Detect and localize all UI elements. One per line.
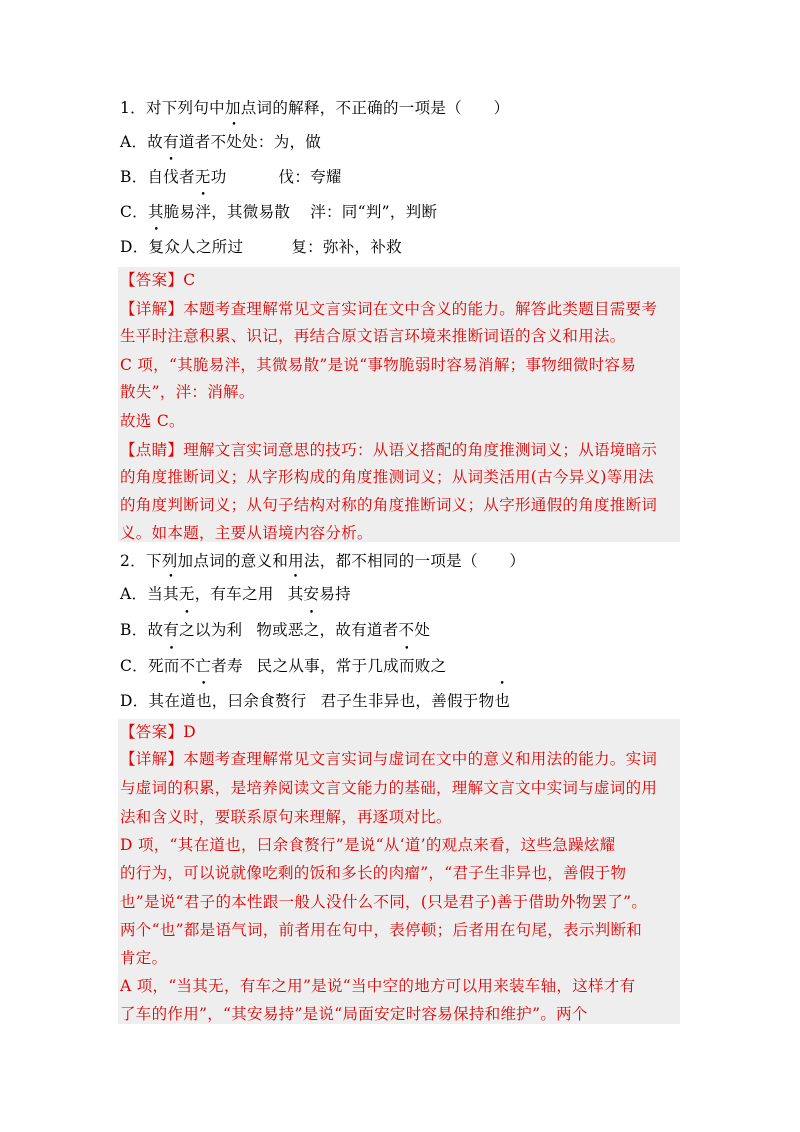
q1-b-explanation: 伐：夸耀	[278, 168, 342, 186]
q1-a-text: A．故有道者不	[120, 133, 227, 151]
q2-detail-line: D 项，“其在道也，曰余食赘行”是说“从‘道’的观点来看，这些急躁炫耀	[120, 836, 616, 854]
q2-option-d	[120, 690, 680, 712]
q1-detail-line: 生平时注意积累、识记，再结合原文语言环境来推断词语的含义和用法。	[120, 327, 626, 345]
q1-tip-line: 的角度判断词义；从句子结构对称的角度推断词义；从字形通假的角度推断词	[120, 496, 658, 514]
q2-b-text: 物或恶	[256, 621, 304, 639]
q1-c-text-post: ，其微易散	[211, 203, 291, 221]
q2-a-dotted-word-2: 其	[287, 585, 304, 603]
q2-d-text: ，曰余食赘行	[211, 692, 307, 710]
q2-b-text: 以为利	[194, 621, 243, 639]
q2-b-dotted-word-2: 之	[303, 621, 320, 639]
q1-tip-line: 【点睛】理解文言实词意思的技巧：从语义搭配的角度推测词义；从语境暗示	[120, 441, 658, 459]
q1-d-text-post: 众人之所过	[164, 238, 244, 256]
q1-b-dotted-word: 伐	[163, 168, 180, 186]
q2-c-text: C．死	[120, 657, 164, 675]
q2-d-dotted-word-2: 也	[494, 692, 511, 710]
q1-c-text-pre: C．其脆易	[120, 203, 196, 221]
q2-b-text: B．故有	[120, 621, 180, 639]
q2-detail-line: 法和含义时，要联系原句来理解，再逐项对比。	[120, 808, 452, 826]
q2-detail-line: A 项，“当其无，有车之用”是说“当中空的地方可以用来装车轴，这样才有	[120, 977, 636, 995]
q2-b-dotted-word-1: 之	[179, 621, 195, 639]
q2-detail-line: 与虚词的积累，是培养阅读文言文能力的基础，理解文言文中实词与虚词的用	[120, 779, 658, 797]
q1-option-d	[120, 236, 680, 258]
q2-b-text: ，故有道者不处	[319, 621, 431, 639]
q2-c-dotted-word-2: 而	[398, 657, 415, 675]
q1-detail-line: 散失”，泮：消解。	[120, 383, 255, 401]
q2-detail-line: 肯定。	[120, 949, 168, 967]
q1-a-explanation: 处：为，做	[242, 133, 322, 151]
q2-detail-line: 的行为，可以说就像吃剩的饭和多长的肉瘤”，“君子生非异也，善假于物	[120, 864, 627, 882]
q2-detail-line: 【详解】本题考查理解常见文言实词与虚词在文中的意义和用法的能力。实词	[120, 750, 658, 768]
q1-d-explanation: 复：弥补，补救	[291, 238, 402, 256]
q2-detail-line: 了车的作用”，“其安易持”是说“局面安定时容易保持和维护”。两个	[120, 1005, 588, 1023]
q1-tip-line: 的角度推断词义；从字形构成的角度推测词义；从词类活用(古今异义)等用法	[120, 468, 655, 486]
q1-d-dotted-word: 复	[148, 238, 165, 256]
q2-c-text: 败之	[414, 657, 447, 675]
q2-a-text: 无，有车之用	[178, 585, 274, 603]
q2-c-text: 民之从事，常于几成	[256, 657, 399, 675]
q2-option-c	[120, 655, 680, 677]
q2-option-b	[120, 619, 680, 641]
q1-option-a	[120, 131, 680, 153]
q2-c-text: 不亡者寿	[179, 657, 243, 675]
q2-option-a	[120, 583, 680, 605]
q1-option-c	[120, 201, 680, 223]
q2-d-text: D．其在道	[120, 692, 196, 710]
q2-c-dotted-word-1: 而	[163, 657, 180, 675]
q2-stem: 2．下列加点词的意义和用法，都不相同的一项是（ ）	[120, 552, 526, 570]
q2-d-text: 君子生非异也，善假于物	[320, 692, 495, 710]
q2-a-text: 安易持	[303, 585, 351, 603]
q1-detail-line: 故选 C。	[120, 412, 185, 430]
q1-d-text-pre: D．	[120, 238, 149, 256]
q1-b-text-pre: B．自	[120, 168, 164, 186]
q1-a-dotted-word: 处	[226, 133, 243, 151]
q1-c-explanation: 泮：同“判”，判断	[310, 203, 438, 221]
q2-detail-line: 也”是说“君子的本性跟一般人没什么不同，(只是君子)善于借助外物罢了”。	[120, 893, 648, 911]
q2-detail-line: 两个“也”都是语气词，前者用在句中，表停顿；后者用在句尾，表示判断和	[120, 921, 643, 939]
q1-option-b	[120, 166, 680, 188]
q1-tip-line: 义。如本题，主要从语境内容分析。	[120, 524, 373, 542]
q2-d-dotted-word-1: 也	[195, 692, 212, 710]
q2-a-dotted-word-1: 其	[163, 585, 179, 603]
q2-a-text: A．当	[120, 585, 164, 603]
q1-detail-line: C 项，“其脆易泮，其微易散”是说“事物脆弱时容易消解；事物细微时容易	[120, 356, 637, 374]
q1-c-dotted-word: 泮	[195, 203, 212, 221]
q1-detail-line: 【详解】本题考查理解常见文言实词在文中含义的能力。解答此类题目需要考	[120, 300, 658, 318]
q1-answer: 【答案】C	[120, 271, 196, 289]
q1-stem: 1．对下列句中加点词的解释，不正确的一项是（ ）	[120, 99, 510, 117]
q1-b-text-post: 者无功	[179, 168, 227, 186]
q2-answer: 【答案】D	[120, 723, 196, 741]
